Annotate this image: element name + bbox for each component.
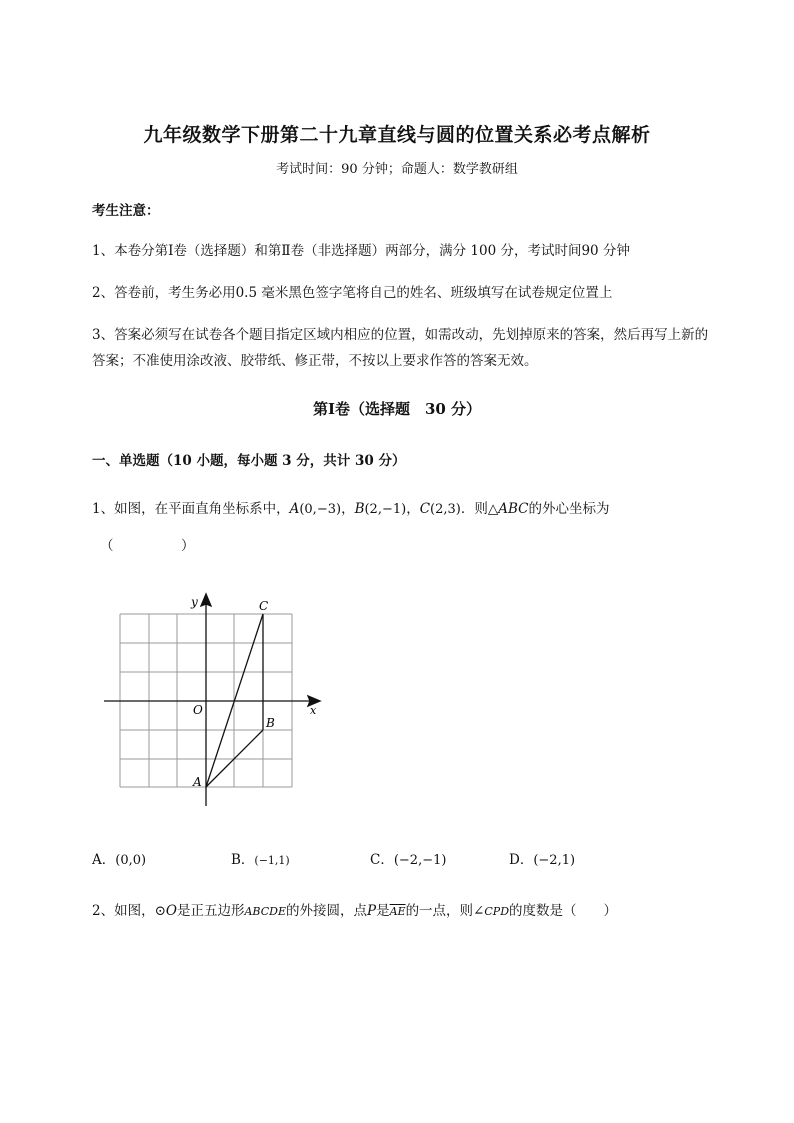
section-title: 第Ⅰ卷（选择题 30 分） — [312, 400, 482, 418]
option-c[interactable]: C．(−2,−1) — [370, 852, 447, 868]
option-b[interactable]: B．(−1,1) — [231, 852, 290, 868]
y-axis-arrow-icon — [201, 594, 211, 606]
option-d[interactable]: D．(−2,1) — [509, 852, 576, 868]
answer-parentheses: （ ） — [100, 538, 195, 554]
arc-ae: $\overline{AE}$ — [389, 905, 406, 918]
part-title: 一、单选题（10 小题，每小题 3 分，共计 30 分） — [92, 453, 406, 469]
point-b-label: B — [266, 716, 275, 730]
page-title: 九年级数学下册第二十九章直线与圆的位置关系必考点解析 — [143, 124, 651, 146]
question-2-stem: 2、如图，⊙O是正五边形ABCDE的外接圆，点P是$\overline{AE}$的一点，则∠CPD的度数是（ ） — [92, 903, 618, 919]
point-c-label: C — [259, 599, 269, 613]
coordinate-figure — [96, 588, 336, 810]
y-axis-label: y — [191, 595, 198, 609]
notice-item-1: 1、本卷分第Ⅰ卷（选择题）和第Ⅱ卷（非选择题）两部分，满分 100 分，考试时间90 分钟 — [92, 243, 630, 259]
origin-label: O — [193, 703, 203, 717]
option-a[interactable]: A．(0,0) — [92, 852, 147, 868]
point-a-label: A — [193, 775, 202, 789]
notice-item-3: 3、答案必须写在试卷各个题目指定区域内相应的位置，如需改动，先划掉原来的答案，然后再写上新的答案；不准使用涂改液、胶带纸、修正带，不按以上要求作答的答案无效。 — [92, 327, 709, 369]
axes — [104, 594, 320, 806]
question-1-stem: 1、如图，在平面直角坐标系中，A(0,−3)，B(2,−1)，C(2,3)．则△ABC的外心坐标为 — [92, 501, 610, 517]
page-subtitle: 考试时间：90 分钟；命题人：数学教研组 — [276, 162, 518, 177]
notice-heading: 考生注意： — [92, 203, 160, 219]
x-axis-label: x — [310, 704, 317, 717]
notice-item-2: 2、答卷前，考生务必用0.5 毫米黑色签字笔将自己的姓名、班级填写在试卷规定位置上 — [92, 285, 613, 301]
